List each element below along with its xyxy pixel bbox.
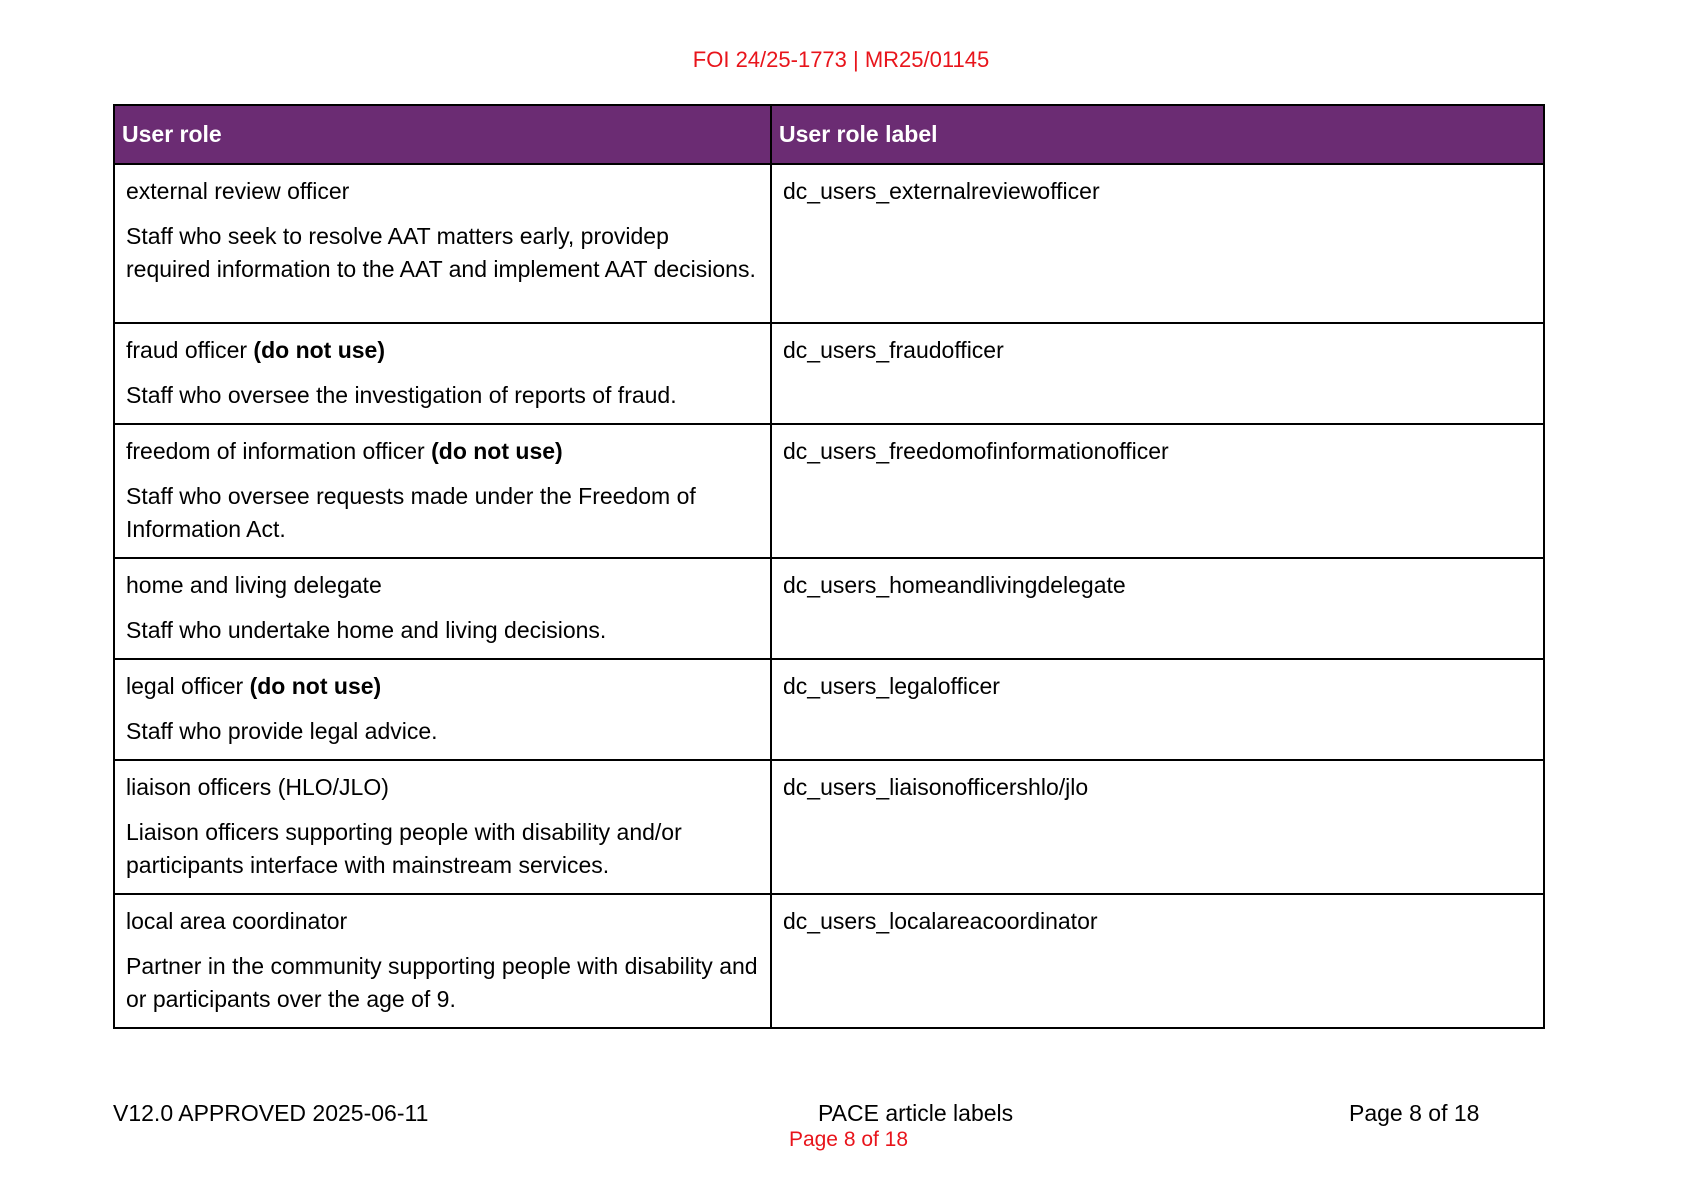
role-note: (do not use)	[431, 438, 563, 464]
role-name	[126, 905, 759, 938]
role-description: Staff who oversee requests made under the Freedom of Information Act.	[126, 483, 696, 542]
user-role-label-cell: dc_users_freedomofinformationofficer	[771, 424, 1544, 558]
role-name	[126, 435, 759, 468]
column-header-user-role: User role	[114, 105, 771, 164]
role-name	[126, 569, 759, 602]
footer-page-number: Page 8 of 18	[1349, 1100, 1480, 1126]
table-row	[114, 424, 1544, 558]
user-role-label-cell: dc_users_fraudofficer	[771, 323, 1544, 424]
role-title: freedom of information officer	[126, 438, 432, 464]
role-name	[126, 771, 759, 804]
column-header-user-role-label: User role label	[771, 105, 1544, 164]
table-row	[114, 558, 1544, 659]
role-title: home and living delegate	[126, 572, 382, 598]
role-description: Staff who seek to resolve AAT matters early, providep required information to the AAT and implement AAT decisions.	[126, 223, 756, 282]
table-row	[114, 659, 1544, 760]
user-role-label-cell: dc_users_liaisonofficershlo/jlo	[771, 760, 1544, 894]
table-row	[114, 760, 1544, 894]
page-stamp: Page 8 of 18	[788, 1128, 909, 1151]
user-role-table	[113, 104, 1545, 1029]
footer-document-title: PACE article labels	[818, 1100, 1014, 1126]
role-description: Staff who oversee the investigation of reports of fraud.	[126, 382, 677, 408]
footer-version: V12.0 APPROVED 2025-06-11	[113, 1100, 429, 1126]
role-name	[126, 175, 759, 208]
user-role-label-cell: dc_users_localareacoordinator	[771, 894, 1544, 1028]
role-note: (do not use)	[253, 337, 386, 363]
user-role-label-cell: dc_users_homeandlivingdelegate	[771, 558, 1544, 659]
user-role-cell	[114, 164, 771, 323]
role-title: liaison officers (HLO/JLO)	[126, 774, 389, 800]
role-description: Staff who undertake home and living decisions.	[126, 617, 607, 643]
user-role-cell	[114, 558, 771, 659]
role-title: external review officer	[126, 178, 350, 204]
user-role-cell	[114, 760, 771, 894]
role-description: Partner in the community supporting people with disability and or participants over the age of 9.	[126, 953, 758, 1012]
role-name	[126, 334, 759, 367]
role-title: local area coordinator	[126, 908, 348, 934]
foi-reference-header: FOI 24/25-1773 | MR25/01145	[692, 47, 990, 72]
table-row	[114, 894, 1544, 1028]
role-note: (do not use)	[249, 673, 382, 699]
role-name	[126, 670, 759, 703]
table-row	[114, 164, 1544, 323]
user-role-label-cell: dc_users_externalreviewofficer	[771, 164, 1544, 323]
table-row	[114, 323, 1544, 424]
user-role-cell	[114, 894, 771, 1028]
user-role-label-cell: dc_users_legalofficer	[771, 659, 1544, 760]
role-description: Liaison officers supporting people with disability and/or participants interface with mainstream services.	[126, 819, 682, 878]
role-title: fraud officer	[126, 337, 254, 363]
table-header-row	[114, 105, 1544, 164]
user-role-cell	[114, 323, 771, 424]
role-title: legal officer	[126, 673, 250, 699]
role-description: Staff who provide legal advice.	[126, 718, 438, 744]
user-role-cell	[114, 424, 771, 558]
user-role-cell	[114, 659, 771, 760]
